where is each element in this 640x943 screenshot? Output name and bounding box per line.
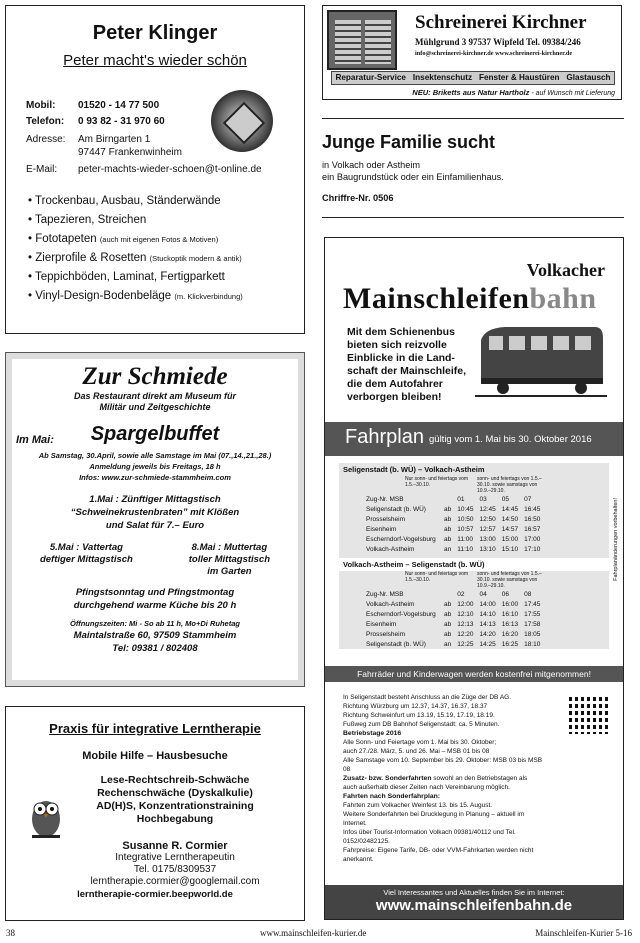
kirchner-address: Mühlgrund 3 97537 Wipfeld Tel. 09384/246	[415, 37, 581, 47]
adr-label: Adresse:	[26, 134, 66, 145]
table-cell: Eisenheim	[366, 620, 397, 628]
table-cell: 12:57	[479, 525, 496, 533]
klinger-slogan: Peter macht's wieder schön	[63, 52, 247, 69]
bar-item: Reparatur-Service	[335, 73, 406, 82]
page-number: 38	[6, 928, 15, 938]
table-cell: 16:57	[524, 525, 541, 533]
service-item: • Vinyl-Design-Bodenbeläge (m. Klickverbindung)	[28, 287, 243, 306]
page-issue: Mainschleifen-Kurier 5-16	[535, 928, 632, 938]
klinger-contact	[26, 98, 262, 178]
familie-title: Junge Familie sucht	[322, 132, 496, 152]
table-cell: 10:57	[457, 525, 474, 533]
table-row	[363, 514, 543, 524]
chiffre: Chriffre-Nr. 0506	[322, 193, 394, 203]
table-cell: 06	[501, 590, 510, 598]
divider	[322, 217, 624, 218]
table-cell: 05	[501, 495, 510, 503]
window-shutter-icon	[327, 10, 397, 70]
table-cell: Eisenheim	[366, 525, 397, 533]
table-cell: 14:00	[479, 600, 496, 608]
table-row	[363, 534, 543, 544]
service-item: • Fototapeten (auch mit eigenen Fotos & Motiven)	[28, 230, 243, 249]
schmiede-title: Zur Schmiede	[82, 363, 228, 390]
table-cell: ab	[444, 535, 452, 543]
table-row	[363, 629, 543, 639]
tel-label: Telefon:	[26, 116, 65, 127]
timetable-section: Seligenstadt (b. WÜ) – Volkach-Astheim	[343, 465, 485, 474]
table-cell: 03	[479, 495, 487, 503]
timetable-note: Nur sonn- und feiertags vom 1.5.–30.10. sonn- und feiertags von 1.5.–30.10. sowie samstags von 10.9.–29.10.	[405, 571, 542, 589]
table-cell: 16:45	[524, 505, 541, 513]
table-cell: Escherndorf-Vogelsburg	[366, 610, 436, 618]
adr-line1: Am Birngarten 1	[78, 134, 151, 145]
table-row	[363, 589, 543, 599]
fahrplan-disclaimer: Fahrplanänderungen vorbehalten!	[613, 498, 619, 581]
table-cell: 13:10	[479, 545, 496, 553]
railbus-icon	[475, 322, 607, 402]
fahrplan-title: Fahrplan	[345, 426, 424, 448]
table-row	[363, 639, 543, 649]
fahrplan-validity: gültig vom 1. Mai bis 30. Oktober 2016	[429, 434, 592, 445]
table-row	[363, 609, 543, 619]
table-cell: 18:05	[524, 630, 541, 638]
owl-icon	[26, 789, 66, 839]
table-row	[363, 494, 543, 504]
table-cell: ab	[444, 515, 452, 523]
fahrplan-header	[325, 422, 623, 456]
schmiede-ad	[5, 352, 305, 687]
lern-mobile: Mobile Hilfe – Hausbesuche	[82, 750, 228, 762]
bahn-ad	[324, 237, 624, 920]
bahn-volkacher: Volkacher	[526, 260, 605, 280]
table-cell: 17:45	[524, 600, 541, 608]
service-list	[28, 192, 243, 306]
table-row	[363, 544, 543, 554]
table-cell: 18:10	[524, 640, 541, 648]
table-cell: Prosselsheim	[366, 515, 406, 523]
im-mai: Im Mai:	[16, 434, 54, 446]
kirchner-mail: info@schreinerei-kirchner.de www.schreinerei-kirchner.de	[415, 50, 573, 57]
bar-item: Insektenschutz	[412, 73, 473, 82]
lern-name: Susanne R. Cormier	[122, 840, 228, 852]
lern-ad	[5, 706, 305, 921]
timetable-note: Nur sonn- und feiertags vom 1.5.–30.10. sonn- und feiertags von 1.5.–30.10. sowie samstags von 10.9.–29.10.	[405, 476, 542, 494]
table-cell: 14:57	[501, 525, 519, 533]
bike-notice: Fahrräder und Kinderwagen werden kostenfrei mitgenommen!	[325, 666, 623, 682]
klinger-ad	[5, 5, 305, 334]
kirchner-services-bar	[331, 71, 615, 85]
table-row	[363, 504, 543, 514]
bar-item: Glastausch	[566, 73, 611, 82]
kirchner-ad	[322, 5, 622, 100]
table-cell: 14:20	[479, 630, 496, 638]
table-cell: Volkach-Astheim	[366, 600, 415, 608]
service-item: • Zierprofile & Rosetten (Stuckoptik modern & antik)	[28, 249, 243, 268]
table-cell: 16:13	[501, 620, 519, 628]
table-cell: 10:45	[457, 505, 474, 513]
table-cell: 12:45	[479, 505, 496, 513]
lern-web: lerntherapie-cormier.beepworld.de	[77, 889, 233, 900]
table-row	[363, 619, 543, 629]
schmiede-holidays: 5.Mai : Vattertag deftiger Mittagstisch 8.Mai : Muttertag toller Mittagstisch im Garten	[39, 542, 271, 577]
familie-text: in Volkach oder Astheim ein Baugrundstück oder ein Einfamilienhaus.	[322, 160, 504, 182]
table-cell: ab	[444, 600, 452, 608]
qr-code-icon	[569, 694, 609, 734]
table-cell: 16:50	[524, 515, 541, 523]
lern-title: Praxis für integrative Lerntherapie	[49, 721, 261, 736]
kirchner-neu: NEU: Briketts aus Natur Hartholz - auf Wunsch mit Lieferung	[412, 88, 615, 97]
spargelbuffet: Spargelbuffet	[90, 423, 220, 445]
service-item: • Teppichböden, Laminat, Fertigparkett	[28, 268, 243, 287]
footer-text: Viel Interessantes und Aktuelles finden Sie im Internet:	[383, 888, 565, 897]
table-cell: 15:00	[501, 535, 519, 543]
table-cell: 14:25	[479, 640, 496, 648]
mail-address: peter-machts-wieder-schoen@t-online.de	[78, 164, 262, 175]
table-cell: 11:10	[457, 545, 474, 553]
footer-url: www.mainschleifenbahn.de	[375, 897, 573, 914]
kirchner-title: Schreinerei Kirchner	[415, 12, 587, 33]
lern-contact: Integrative Lerntherapeutin Tel. 0175/8309537 lerntherapie.cormier@googlemail.com	[90, 852, 260, 887]
table-cell: 01	[457, 495, 465, 503]
table-cell: Seligenstadt (b. WÜ)	[366, 505, 426, 513]
table-cell: 07	[524, 495, 532, 503]
table-cell: 17:58	[524, 620, 541, 628]
table-cell: 02	[457, 590, 465, 598]
table-cell: ab	[444, 505, 452, 513]
familie-ad	[322, 118, 624, 218]
table-row	[363, 524, 543, 534]
table-cell: 14:45	[501, 505, 519, 513]
mobil-number: 01520 - 14 77 500	[78, 100, 160, 111]
table-cell: 17:55	[524, 610, 541, 618]
schmiede-oz: Öffnungszeiten: Mi - So ab 11 h, Mo+Di Ruhetag	[70, 619, 240, 628]
bahn-footer	[325, 885, 623, 919]
table-cell: 12:00	[457, 600, 474, 608]
mail-label: E-Mail:	[26, 164, 58, 175]
lern-list: Lese-Rechtschreib-Schwäche Rechenschwäche (Dyskalkulie) AD(H)S, Konzentrationstraining Hochbegabung	[96, 774, 254, 825]
adr-line2: 97447 Frankenwinheim	[78, 147, 182, 158]
klinger-name: Peter Klinger	[92, 22, 218, 44]
table-cell: 12:50	[479, 515, 496, 523]
page-url: www.mainschleifen-kurier.de	[260, 928, 367, 938]
table-cell: an	[444, 545, 452, 553]
bar-item: Fenster & Haustüren	[478, 73, 560, 82]
table-cell: 04	[479, 590, 487, 598]
table-cell: 12:20	[457, 630, 474, 638]
bahn-info: In Seligenstadt besteht Anschluss an die Züge der DB AG. Richtung Würzburg um 12.37, 14.37, 16.37, 18.37 Richtung Schweinfurt um 13.19, 15.19, 17.19, 18.19. Fußweg zum DB Bahnhof Seligenstadt: ca. 5 Minuten. Betriebstage 2016 Alle Sonn- und Feiertage vom 1. Mai bis 30. Oktober; auch 27./28. März, 5. und 26. Mai – MSB 01 bis 08 Alle Samstage vom 10. September bis 29. Oktober: MSB 03 bis MSB 08 Zusatz- bzw. Sonderfahrten sowohl an den Betriebstagen als auch außerhalb dieser Zeiten nach Vereinbarung möglich. Fahrten nach Sonderfahrplan: Fahrten zum Volkacher Weinfest 13. bis 15. August. Weitere Sonderfahrten bei Drucklegung in Planung – aktuell im Internet. Infos über Tourist-Information Volkach 09381/40112 und Tel. 0152/02482125. Fahrpreise: Eigene Tarife, DB- oder VVM-Fahrkarten werden nicht anerkannt.	[343, 694, 543, 863]
table-cell: 16:00	[501, 600, 519, 608]
schmiede-1mai: 1.Mai : Zünftiger Mittagstisch “Schweinekrustenbraten” mit Klößen und Salat für 7.– Euro	[70, 494, 240, 531]
table-cell: 14:13	[479, 620, 496, 628]
table-cell: 17:00	[524, 535, 541, 543]
service-item: • Tapezieren, Streichen	[28, 211, 243, 230]
table-cell	[441, 589, 454, 599]
table-cell: an	[444, 640, 452, 648]
table-cell: Escherndorf-Vogelsburg	[366, 535, 436, 543]
table-row	[363, 599, 543, 609]
schmiede-address: Maintalstraße 60, 97509 Stammheim Tel: 09381 / 802408	[73, 630, 237, 654]
table-cell: 12:25	[457, 640, 474, 648]
bahn-title: Mainschleifenbahn	[343, 282, 597, 315]
table-cell: 14:10	[479, 610, 496, 618]
table-cell: 16:20	[501, 630, 519, 638]
table-cell: 10:50	[457, 515, 474, 523]
table-cell: 15:10	[501, 545, 519, 553]
schmiede-sub: Das Restaurant direkt am Museum für Militär und Zeitgeschichte	[73, 391, 237, 412]
table-cell: Zug-Nr. MSB	[366, 495, 404, 503]
timetable	[339, 463, 609, 649]
table-cell: Volkach-Astheim	[366, 545, 415, 553]
timetable-section: Volkach-Astheim – Seligenstadt (b. WÜ)	[339, 558, 609, 571]
table-cell: 12:10	[457, 610, 474, 618]
table-cell: 12:13	[457, 620, 474, 628]
table-cell: 16:10	[501, 610, 519, 618]
table-cell: 13:00	[479, 535, 496, 543]
table-cell: Prosselsheim	[366, 630, 406, 638]
table-cell	[441, 494, 454, 504]
table-cell: 16:25	[501, 640, 519, 648]
table-cell: 11:00	[457, 535, 474, 543]
mobil-label: Mobil:	[26, 100, 56, 111]
bahn-intro: Mit dem Schienenbus bieten sich reizvolle Einblicke in die Land- schaft der Mainschleife, die dem Autofahrer verborgen bleiben!	[347, 326, 467, 403]
table-cell: 08	[524, 590, 532, 598]
table-cell: ab	[444, 525, 452, 533]
tel-number: 0 93 82 - 31 970 60	[78, 116, 165, 127]
timetable-return	[363, 589, 543, 649]
table-cell: ab	[444, 620, 452, 628]
divider	[322, 118, 624, 119]
service-item: • Trockenbau, Ausbau, Ständerwände	[28, 192, 243, 211]
schmiede-dates: Ab Samstag, 30.April, sowie alle Samstage im Mai (07.,14.,21.,28.) Anmeldung jeweils bis Freitags, 18 h Infos: www.zur-schmiede-stammheim.com	[38, 451, 272, 482]
schmiede-pfingsten: Pfingstsonntag und Pfingstmontag durchgehend warme Küche bis 20 h	[73, 587, 237, 611]
table-cell: 14:50	[501, 515, 519, 523]
table-cell: Zug-Nr. MSB	[366, 590, 404, 598]
table-cell: ab	[444, 630, 452, 638]
timetable-outbound	[363, 494, 543, 554]
table-cell: ab	[444, 610, 452, 618]
table-cell: Seligenstadt (b. WÜ)	[366, 640, 426, 648]
table-cell: 17:10	[524, 545, 541, 553]
